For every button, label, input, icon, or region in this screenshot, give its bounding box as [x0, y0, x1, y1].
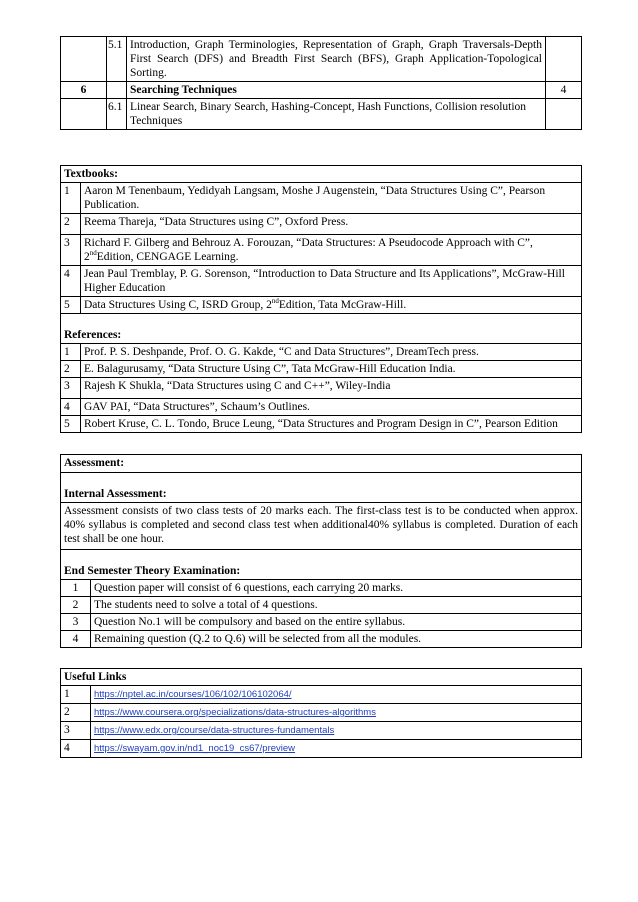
module-title: Searching Techniques — [127, 82, 546, 99]
books-table — [60, 165, 582, 433]
syllabus-row — [61, 82, 582, 99]
assessment-table — [60, 454, 582, 648]
sub-number — [107, 82, 127, 99]
exam-rule: Question No.1 will be compulsory and based on the entire syllabus. — [91, 614, 582, 631]
item-number: 3 — [61, 722, 91, 740]
item-number: 1 — [61, 686, 91, 704]
list-item — [61, 597, 582, 614]
list-item — [61, 361, 582, 378]
item-number: 2 — [61, 704, 91, 722]
exam-rule: Question paper will consist of 6 questions, each carrying 20 marks. — [91, 580, 582, 597]
item-number: 1 — [61, 183, 81, 214]
entry-text: Data Structures Using C, ISRD Group, 2 — [84, 299, 272, 311]
topic-text: Introduction, Graph Terminologies, Representation of Graph, Graph Traversals-Depth First Search (DFS) and Breadth First Search (BFS), Graph Application-Topological Sorting. — [127, 37, 546, 82]
list-item — [61, 614, 582, 631]
item-number: 3 — [61, 614, 91, 631]
list-item — [61, 416, 582, 433]
entry-text: Edition, Tata McGraw-Hill. — [278, 299, 407, 311]
item-number: 1 — [61, 580, 91, 597]
list-item — [61, 580, 582, 597]
exam-rule: The students need to solve a total of 4 questions. — [91, 597, 582, 614]
entry-sup: nd — [89, 249, 97, 258]
reference-entry: Rajesh K Shukla, “Data Structures using C and C++”, Wiley-India — [81, 378, 582, 399]
textbook-entry: Jean Paul Tremblay, P. G. Sorenson, “Introduction to Data Structure and Its Applications”, McGraw-Hill Higher Education — [81, 266, 582, 297]
references-heading-text: References: — [64, 329, 122, 341]
reference-entry: Prof. P. S. Deshpande, Prof. O. G. Kakde, “C and Data Structures”, DreamTech press. — [81, 344, 582, 361]
list-item — [61, 297, 582, 314]
textbook-entry — [81, 235, 582, 266]
references-heading — [61, 314, 582, 344]
link-cell — [91, 686, 582, 704]
link-cell — [91, 704, 582, 722]
links-table — [60, 668, 582, 758]
syllabus-table — [60, 36, 582, 130]
internal-assessment-text: Assessment consists of two class tests of 20 marks each. The first-class test is to be conducted when approx. 40% syllabus is completed and second class test when additional40% syllabus is completed. Duration of each test shall be one hour. — [61, 503, 582, 550]
textbooks-heading: Textbooks: — [61, 166, 582, 183]
nptel-link[interactable]: https://nptel.ac.in/courses/106/102/106102064/ — [94, 689, 292, 700]
edx-link[interactable]: https://www.edx.org/course/data-structures-fundamentals — [94, 725, 335, 736]
item-number: 4 — [61, 266, 81, 297]
list-item — [61, 235, 582, 266]
entry-sup: nd — [271, 297, 279, 306]
textbook-entry: Reema Thareja, “Data Structures using C”, Oxford Press. — [81, 214, 582, 235]
item-number: 2 — [61, 214, 81, 235]
item-number: 2 — [61, 361, 81, 378]
list-item — [61, 266, 582, 297]
coursera-link[interactable]: https://www.coursera.org/specializations/data-structures-algorithms — [94, 707, 376, 718]
list-item — [61, 722, 582, 740]
list-item — [61, 686, 582, 704]
list-item — [61, 704, 582, 722]
link-cell — [91, 740, 582, 758]
internal-assessment-heading: Internal Assessment: — [64, 488, 167, 500]
list-item — [61, 399, 582, 416]
sub-number: 5.1 — [107, 37, 127, 82]
entry-text: Richard F. Gilberg and Behrouz A. Forouzan, “Data Structures: A Pseudocode Approach with C”, 2 — [84, 237, 533, 263]
exam-rule: Remaining question (Q.2 to Q.6) will be selected from all the modules. — [91, 631, 582, 648]
hours: 4 — [546, 82, 582, 99]
assessment-heading: Assessment: — [61, 455, 582, 473]
reference-entry: Robert Kruse, C. L. Tondo, Bruce Leung, “Data Structures and Program Design in C”, Pearson Edition — [81, 416, 582, 433]
syllabus-row — [61, 99, 582, 130]
end-semester-heading — [61, 550, 582, 580]
item-number: 3 — [61, 235, 81, 266]
module-number: 6 — [61, 82, 107, 99]
reference-entry: E. Balagurusamy, “Data Structure Using C”, Tata McGraw-Hill Education India. — [81, 361, 582, 378]
module-number — [61, 37, 107, 82]
internal-assessment-block — [61, 473, 582, 503]
swayam-link[interactable]: https://swayam.gov.in/nd1_noc19_cs67/preview — [94, 743, 296, 754]
end-semester-heading-text: End Semester Theory Examination: — [64, 565, 241, 577]
hours — [546, 99, 582, 130]
hours — [546, 37, 582, 82]
list-item — [61, 344, 582, 361]
list-item — [61, 183, 582, 214]
module-number — [61, 99, 107, 130]
textbook-entry: Aaron M Tenenbaum, Yedidyah Langsam, Moshe J Augenstein, “Data Structures Using C”, Pearson Publication. — [81, 183, 582, 214]
list-item — [61, 631, 582, 648]
item-number: 5 — [61, 416, 81, 433]
item-number: 2 — [61, 597, 91, 614]
list-item — [61, 740, 582, 758]
list-item — [61, 378, 582, 399]
entry-text: Edition, CENGAGE Learning. — [96, 251, 239, 263]
link-cell — [91, 722, 582, 740]
topic-text: Linear Search, Binary Search, Hashing-Concept, Hash Functions, Collision resolution Techniques — [127, 99, 546, 130]
item-number: 4 — [61, 740, 91, 758]
item-number: 1 — [61, 344, 81, 361]
reference-entry: GAV PAI, “Data Structures”, Schaum’s Outlines. — [81, 399, 582, 416]
useful-links-heading: Useful Links — [61, 669, 582, 686]
list-item — [61, 214, 582, 235]
item-number: 5 — [61, 297, 81, 314]
syllabus-row — [61, 37, 582, 82]
textbook-entry — [81, 297, 582, 314]
item-number: 4 — [61, 399, 81, 416]
item-number: 4 — [61, 631, 91, 648]
item-number: 3 — [61, 378, 81, 399]
sub-number: 6.1 — [107, 99, 127, 130]
